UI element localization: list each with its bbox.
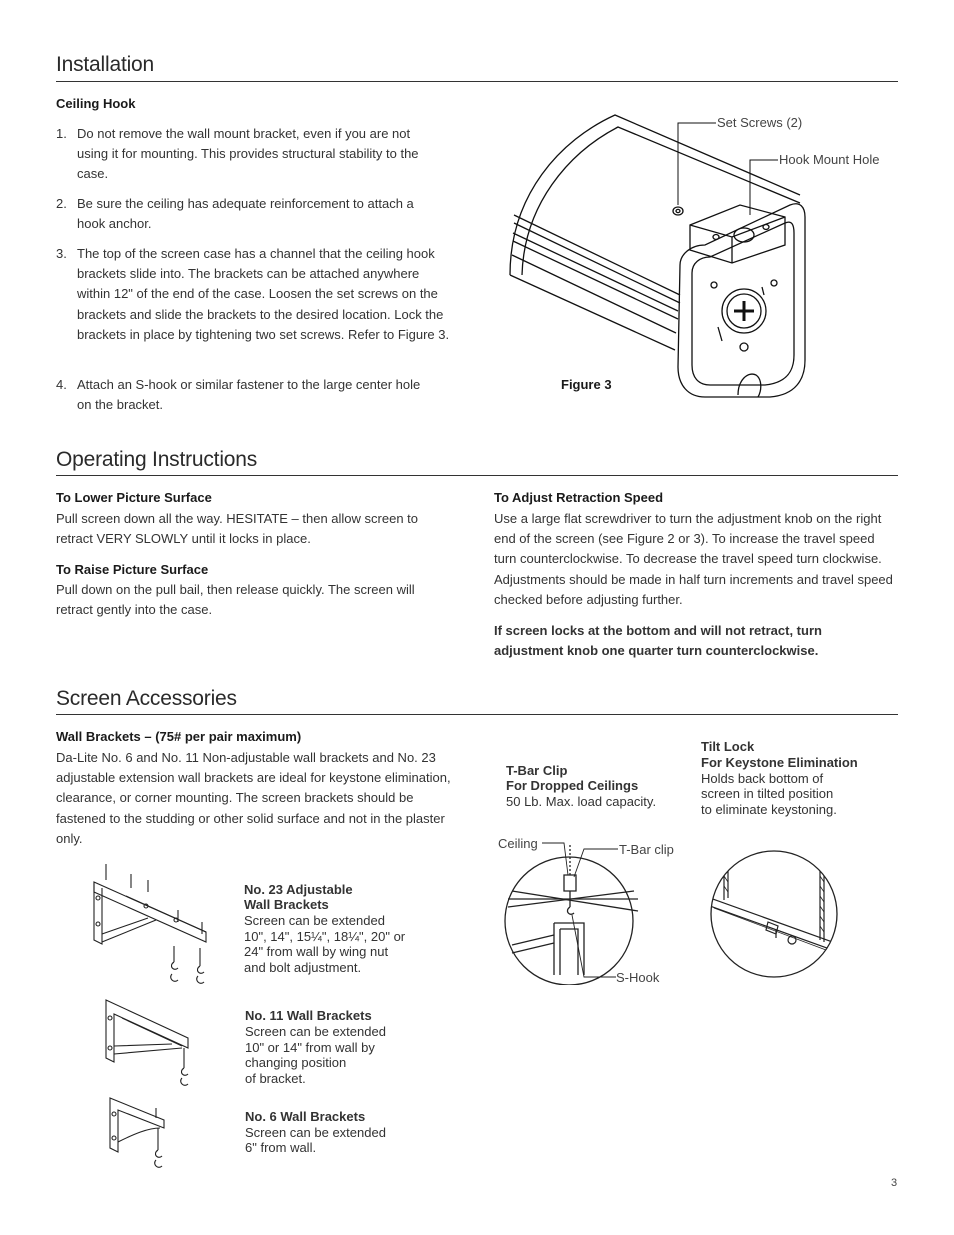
tilt-desc-line: to eliminate keystoning. [701, 802, 837, 817]
tilt-desc-line: Holds back bottom of [701, 771, 824, 786]
step-number: 2. [56, 196, 67, 211]
tbar-desc: 50 Lb. Max. load capacity. [506, 794, 657, 809]
no11-desc-line: changing position [245, 1055, 347, 1070]
tbar-clip-illustration [498, 835, 648, 985]
step-item [56, 124, 451, 185]
no11-desc-line: 10" or 14" from wall by [245, 1040, 375, 1055]
step-item [56, 244, 451, 345]
lower-text: Pull screen down all the way. HESITATE – then allow screen to retract VERY SLOWLY until it locks in place. [56, 511, 419, 547]
raise-heading: To Raise Picture Surface [56, 562, 209, 577]
ceiling-hook-heading: Ceiling Hook [56, 96, 136, 111]
tilt-title-line1: Tilt Lock [701, 739, 755, 754]
warning-text: If screen locks at the bottom and will not retract, turn adjustment knob one quarter turn counterclockwise. [494, 623, 822, 659]
speed-text: Use a large flat screwdriver to turn the adjustment knob on the right end of the screen (see Figure 2 or 3). To increase the travel speed turn counterclockwise. To decrease the travel speed turn clockwise. Adjustments should be made in half turn increments and travel speed checked before adjusting further. [494, 511, 893, 607]
tbar-title-line2: For Dropped Ceilings [506, 778, 639, 793]
lower-heading: To Lower Picture Surface [56, 490, 212, 505]
page-number: 3 [891, 1177, 898, 1189]
tbar-label-ceiling: Ceiling [498, 836, 538, 851]
tbar-title-line1: T-Bar Clip [506, 763, 568, 778]
step-number: 4. [56, 377, 67, 392]
no6-desc-line: Screen can be extended [245, 1125, 386, 1140]
no23-desc-line: 24" from wall by wing nut [244, 944, 389, 959]
tilt-desc-line: screen in tilted position [701, 786, 834, 801]
step-text: Attach an S-hook or similar fastener to the large center hole on the bracket. [77, 377, 421, 413]
step-item [56, 194, 451, 234]
installation-title: Installation [56, 53, 154, 76]
installation-rule [56, 81, 898, 82]
no23-bracket-illustration [86, 862, 216, 987]
step-number: 3. [56, 246, 67, 261]
accessories-title: Screen Accessories [56, 687, 237, 710]
step-item [56, 375, 451, 415]
step-text: The top of the screen case has a channel that the ceiling hook brackets slide into. The brackets can be attached anywhere within 12" of the end of the case. Loosen the set screws on the brackets and slide the brackets to the desired location. Lock the brackets in place by tightening two set screws. Refer to Figure 3. [77, 246, 450, 342]
step-text: Be sure the ceiling has adequate reinforcement to attach a hook anchor. [77, 196, 414, 232]
no23-title-line1: No. 23 Adjustable [244, 882, 353, 897]
tilt-title-line2: For Keystone Elimination [701, 755, 858, 770]
no11-title: No. 11 Wall Brackets [245, 1008, 372, 1023]
no11-desc-line: Screen can be extended [245, 1024, 386, 1039]
callout-hook-mount-hole: Hook Mount Hole [779, 152, 880, 167]
no6-title: No. 6 Wall Brackets [245, 1109, 366, 1124]
speed-heading: To Adjust Retraction Speed [494, 490, 664, 505]
tbar-label-s-hook: S-Hook [616, 970, 660, 985]
figure-3-caption: Figure 3 [561, 377, 612, 392]
no11-desc-line: of bracket. [245, 1071, 306, 1086]
no6-bracket-illustration [104, 1094, 174, 1172]
no23-desc-line: Screen can be extended [244, 913, 385, 928]
accessories-rule [56, 714, 898, 715]
raise-text: Pull down on the pull bail, then release quickly. The screen will retract gently into the case. [56, 582, 415, 618]
no11-bracket-illustration [98, 996, 198, 1088]
tilt-lock-illustration [706, 846, 842, 982]
operating-rule [56, 475, 898, 476]
no23-desc-line: 10", 14", 15¼", 18¼", 20" or [244, 929, 406, 944]
figure-3-illustration [500, 105, 910, 405]
no6-desc-line: 6" from wall. [245, 1140, 317, 1155]
wall-brackets-heading: Wall Brackets – (75# per pair maximum) [56, 729, 302, 744]
wall-brackets-text: Da-Lite No. 6 and No. 11 Non-adjustable wall brackets and No. 23 adjustable extension wall brackets are ideal for keystone elimination, clearance, or corner mounting. The screen brackets should be fastened to the studding or other solid surface and not in the plaster only. [56, 750, 451, 846]
step-text: Do not remove the wall mount bracket, even if you are not using it for mounting. This provides structural stability to the case. [77, 126, 419, 182]
no23-desc-line: and bolt adjustment. [244, 960, 362, 975]
tbar-label-tbar-clip: T-Bar clip [619, 842, 674, 857]
operating-title: Operating Instructions [56, 448, 258, 471]
no23-title-line2: Wall Brackets [244, 897, 329, 912]
callout-set-screws: Set Screws (2) [717, 115, 803, 130]
step-number: 1. [56, 126, 67, 141]
